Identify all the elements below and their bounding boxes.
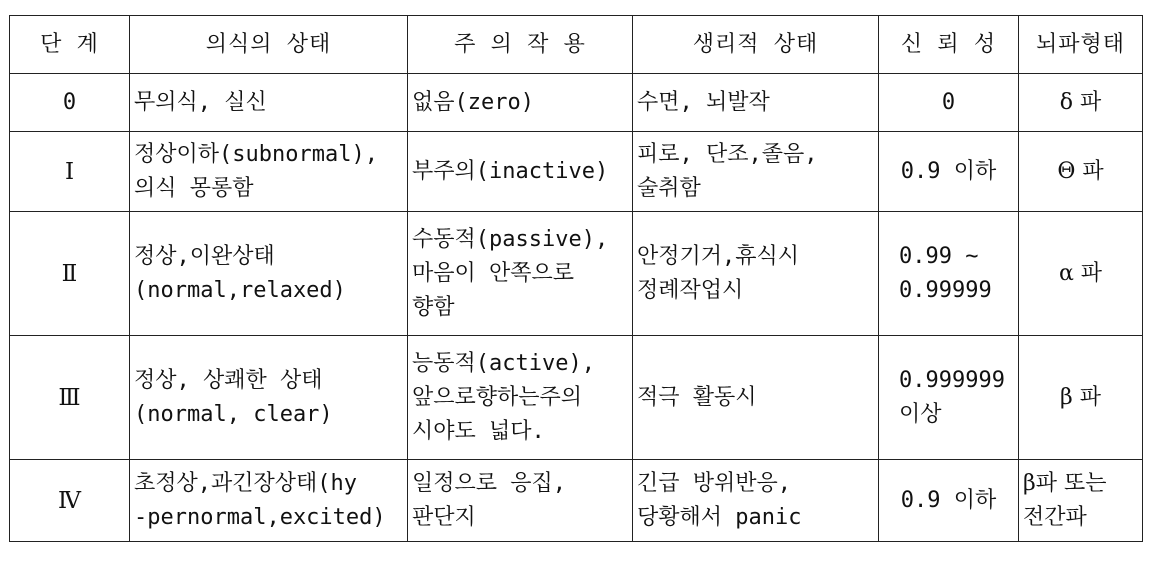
attention-cell: 없음(zero) <box>408 74 633 132</box>
attention-cell: 일정으로 응집, 판단지 <box>408 460 633 542</box>
consciousness-cell: 무의식, 실신 <box>130 74 408 132</box>
wave-cell: α 파 <box>1019 212 1143 336</box>
stage-cell: Ⅰ <box>10 132 130 212</box>
physiology-cell: 긴급 방위반응, 당황해서 panic <box>633 460 879 542</box>
table-row <box>10 460 1143 542</box>
stage-cell: 0 <box>10 74 130 132</box>
physiology-cell: 피로, 단조,졸음, 술취함 <box>633 132 879 212</box>
attention-cell: 부주의(inactive) <box>408 132 633 212</box>
physiology-cell: 적극 활동시 <box>633 336 879 460</box>
header-physiology: 생리적 상태 <box>633 16 879 74</box>
consciousness-cell: 정상이하(subnormal), 의식 몽롱함 <box>130 132 408 212</box>
header-reliability: 신 뢰 성 <box>879 16 1019 74</box>
reliability-cell: 0.9 이하 <box>879 460 1019 542</box>
reliability-cell: 0 <box>879 74 1019 132</box>
wave-cell: β파 또는 전간파 <box>1019 460 1143 542</box>
wave-cell: β 파 <box>1019 336 1143 460</box>
reliability-cell: 0.9 이하 <box>879 132 1019 212</box>
table-row <box>10 212 1143 336</box>
stage-cell: Ⅱ <box>10 212 130 336</box>
physiology-cell: 수면, 뇌발작 <box>633 74 879 132</box>
brain-phase-table <box>9 15 1143 542</box>
header-wave: 뇌파형태 <box>1019 16 1143 74</box>
header-consciousness: 의식의 상태 <box>130 16 408 74</box>
table-row <box>10 132 1143 212</box>
header-row <box>10 16 1143 74</box>
stage-cell: Ⅳ <box>10 460 130 542</box>
attention-cell: 수동적(passive), 마음이 안쪽으로 향함 <box>408 212 633 336</box>
header-attention: 주 의 작 용 <box>408 16 633 74</box>
stage-cell: Ⅲ <box>10 336 130 460</box>
table-row <box>10 74 1143 132</box>
attention-cell: 능동적(active), 앞으로향하는주의 시야도 넓다. <box>408 336 633 460</box>
consciousness-cell: 정상, 상쾌한 상태 (normal, clear) <box>130 336 408 460</box>
physiology-cell: 안정기거,휴식시 정례작업시 <box>633 212 879 336</box>
table-row <box>10 336 1143 460</box>
wave-cell: δ 파 <box>1019 74 1143 132</box>
consciousness-cell: 정상,이완상태 (normal,relaxed) <box>130 212 408 336</box>
header-stage: 단 계 <box>10 16 130 74</box>
consciousness-cell: 초정상,과긴장상태(hy -pernormal,excited) <box>130 460 408 542</box>
wave-cell: Θ 파 <box>1019 132 1143 212</box>
reliability-cell: 0.99 ~ 0.99999 <box>879 212 1019 336</box>
reliability-cell: 0.999999 이상 <box>879 336 1019 460</box>
